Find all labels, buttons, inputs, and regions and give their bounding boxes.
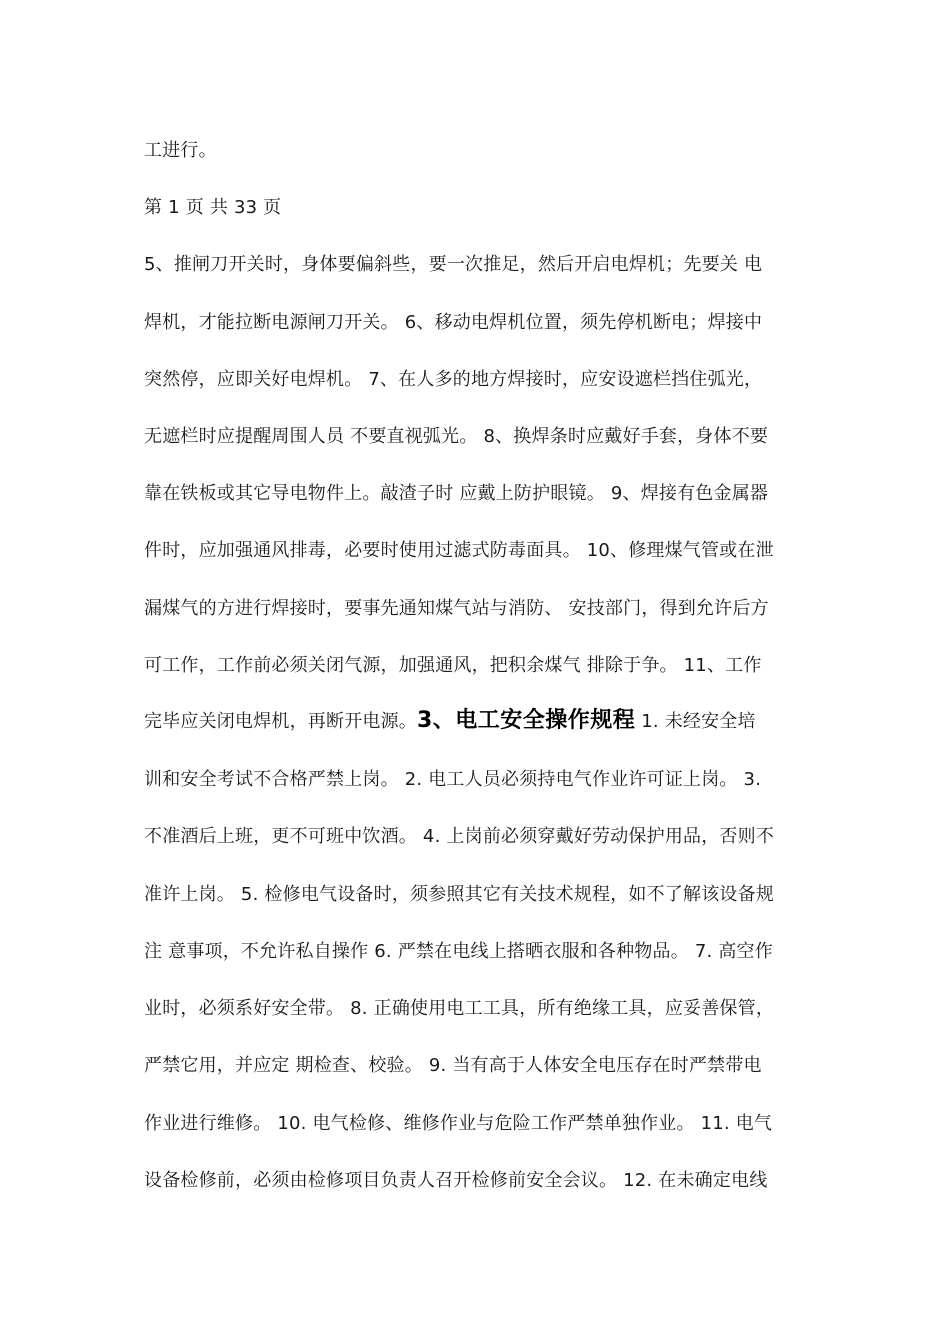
paragraph-line: 严禁它用，并应定 期检查、校验。 9. 当有高于人体安全电压存在时严禁带电 (144, 1055, 762, 1076)
paragraph-line: 可工作，工作前必须关闭气源，加强通风，把积余煤气 排除于争。 11、工作 (144, 655, 762, 676)
paragraph-line: 无遮栏时应提醒周围人员 不要直视弧光。 8、换焊条时应戴好手套，身体不要 (144, 426, 769, 447)
paragraph-line: 焊机，才能拉断电源闸刀开关。 6、移动电焊机位置，须先停机断电；焊接中 (144, 312, 763, 333)
paragraph-line: 不准酒后上班，更不可班中饮酒。 4. 上岗前必须穿戴好劳动保护用品，否则不 (144, 826, 775, 847)
paragraph-line: 工进行。 (144, 140, 217, 161)
paragraph-line-with-heading (144, 708, 808, 735)
paragraph-line: 注 意事项，不允许私自操作 6. 严禁在电线上搭晒衣服和各种物品。 7. 高空作 (144, 941, 773, 962)
paragraph-line: 件时，应加强通风排毒，必要时使用过滤式防毒面具。 10、修理煤气管或在泄 (144, 540, 774, 561)
paragraph-line: 漏煤气的方进行焊接时，要事先通知煤气站与消防、 安技部门，得到允许后方 (144, 598, 769, 619)
paragraph-line: 作业进行维修。 10. 电气检修、维修作业与危险工作严禁单独作业。 11. 电气 (144, 1113, 773, 1134)
paragraph-line: 准许上岗。 5. 检修电气设备时，须参照其它有关技术规程，如不了解该设备规 (144, 884, 775, 905)
paragraph-text: 1. 未经安全培 (635, 711, 756, 732)
paragraph-line: 突然停，应即关好电焊机。 7、在人多的地方焊接时，应安设遮栏挡住弧光， (144, 369, 763, 390)
paragraph-line: 靠在铁板或其它导电物件上。敲渣子时 应戴上防护眼镜。 9、焊接有色金属器 (144, 483, 769, 504)
paragraph-line: 业时，必须系好安全带。 8. 正确使用电工工具，所有绝缘工具，应妥善保管， (144, 998, 775, 1019)
paragraph-line: 训和安全考试不合格严禁上岗。 2. 电工人员必须持电气作业许可证上岗。 3. (144, 769, 762, 790)
paragraph-line: 设备检修前，必须由检修项目负责人召开检修前安全会议。 12. 在未确定电线 (144, 1170, 768, 1191)
page-number: 第 1 页 共 33 页 (144, 197, 282, 218)
paragraph-line: 5、推闸刀开关时，身体要偏斜些，要一次推足，然后开启电焊机；先要关 电 (144, 254, 763, 275)
section-heading: 3、电工安全操作规程 (417, 708, 636, 733)
paragraph-text: 完毕应关闭电焊机，再断开电源。 (144, 711, 417, 732)
